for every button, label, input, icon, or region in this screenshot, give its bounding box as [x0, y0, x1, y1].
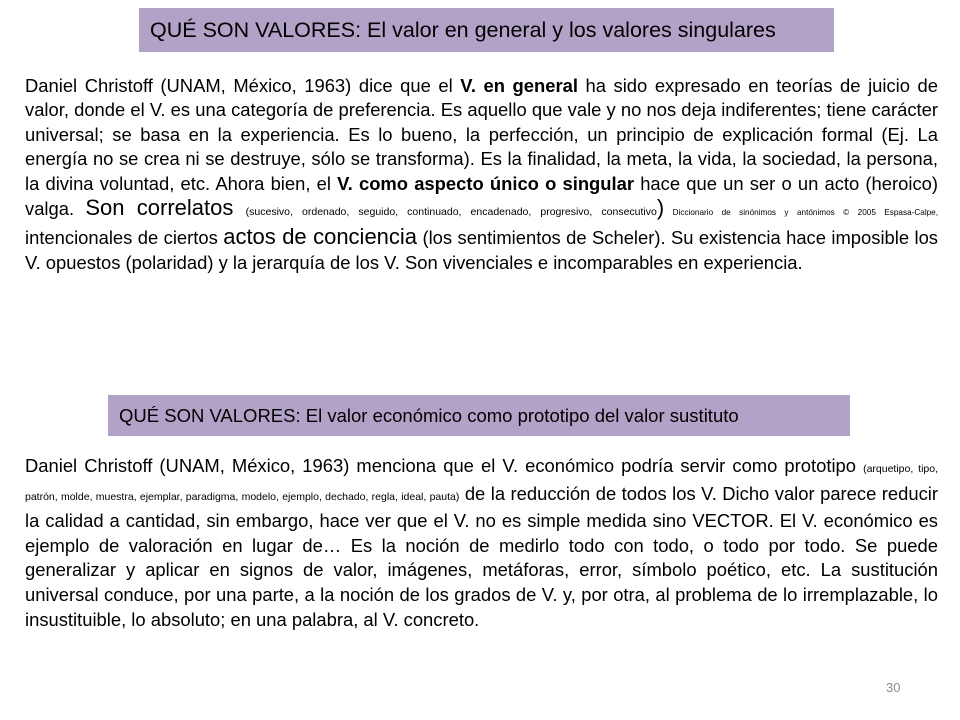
dictionary-citation: Diccionario de sinónimos y antónimos © 2005 Espasa-Calpe,: [664, 208, 939, 218]
text-run: (los sentimientos de Scheler). Su existencia hace imposible los V. opuestos (polaridad) y la jerarquía de los V. Son vivenciales e incomparables en experiencia.: [25, 227, 938, 273]
key-term-acts-of-consciousness: actos de conciencia: [223, 224, 418, 250]
text-run: ha sido expresado en teorías de juicio de valor, donde el V. es una categoría de preferencia. Es aquello que vale y no nos deja indiferentes; tiene carácter universal; se basa en la experiencia. Es lo bueno, la perfección, un principio de explicación formal (Ej. La energía no se crea ni se destruye, sólo se transforma). Es la finalidad, la meta, la vida, la sociedad, la persona, la divina voluntad, etc. Ahora bien, el: [25, 75, 938, 194]
paragraph-values-general: [25, 74, 938, 275]
paragraph-economic-value: [25, 454, 938, 632]
closing-parenthesis: ): [656, 195, 665, 221]
text-run: Daniel Christoff (UNAM, México, 1963) menciona que el V. económico podría servir como prototipo: [25, 455, 864, 476]
text-run: de la reducción de todos los V. Dicho valor parece reducir la calidad a cantidad, sin embargo, hace ver que el V. no es simple medida sino VECTOR. El V. económico es ejemplo de valoración en lugar de… Es la noción de medirlo todo con todo, o todo por todo. Se puede generalizar y aplicar en signos de valor, imágenes, metáforas, error, símbolo poético, etc. La sustitución universal conduce, por una parte, a la noción de los grados de V. y, por otra, al problema de lo irremplazable, lo insustituible, lo absoluto; en una palabra, al V. concreto.: [25, 482, 939, 630]
bold-term-general-value: V. en general: [460, 75, 578, 96]
text-run: Daniel Christoff (UNAM, México, 1963) dice que el: [25, 75, 461, 96]
page-number: 30: [886, 680, 901, 695]
section-heading-economic-value: QUÉ SON VALORES: El valor económico como prototipo del valor sustituto: [108, 395, 850, 436]
text-run-large: Son correlatos: [85, 195, 246, 221]
synonyms-note: (sucesivo, ordenado, seguido, continuado, encadenado, progresivo, consecutivo: [245, 206, 657, 219]
section-heading-values-general: QUÉ SON VALORES: El valor en general y los valores singulares: [139, 8, 834, 52]
text-run: intencionales de ciertos: [25, 227, 224, 249]
bold-term-singular-value: V. como aspecto único o singular: [337, 172, 635, 194]
text-run: hace que un ser o un acto (heroico) valga.: [25, 172, 938, 220]
synonyms-note: (arquetipo, tipo, patrón, molde, muestra, ejemplar, paradigma, modelo, ejemplo, dechado, regla, ideal, pauta): [25, 463, 939, 503]
